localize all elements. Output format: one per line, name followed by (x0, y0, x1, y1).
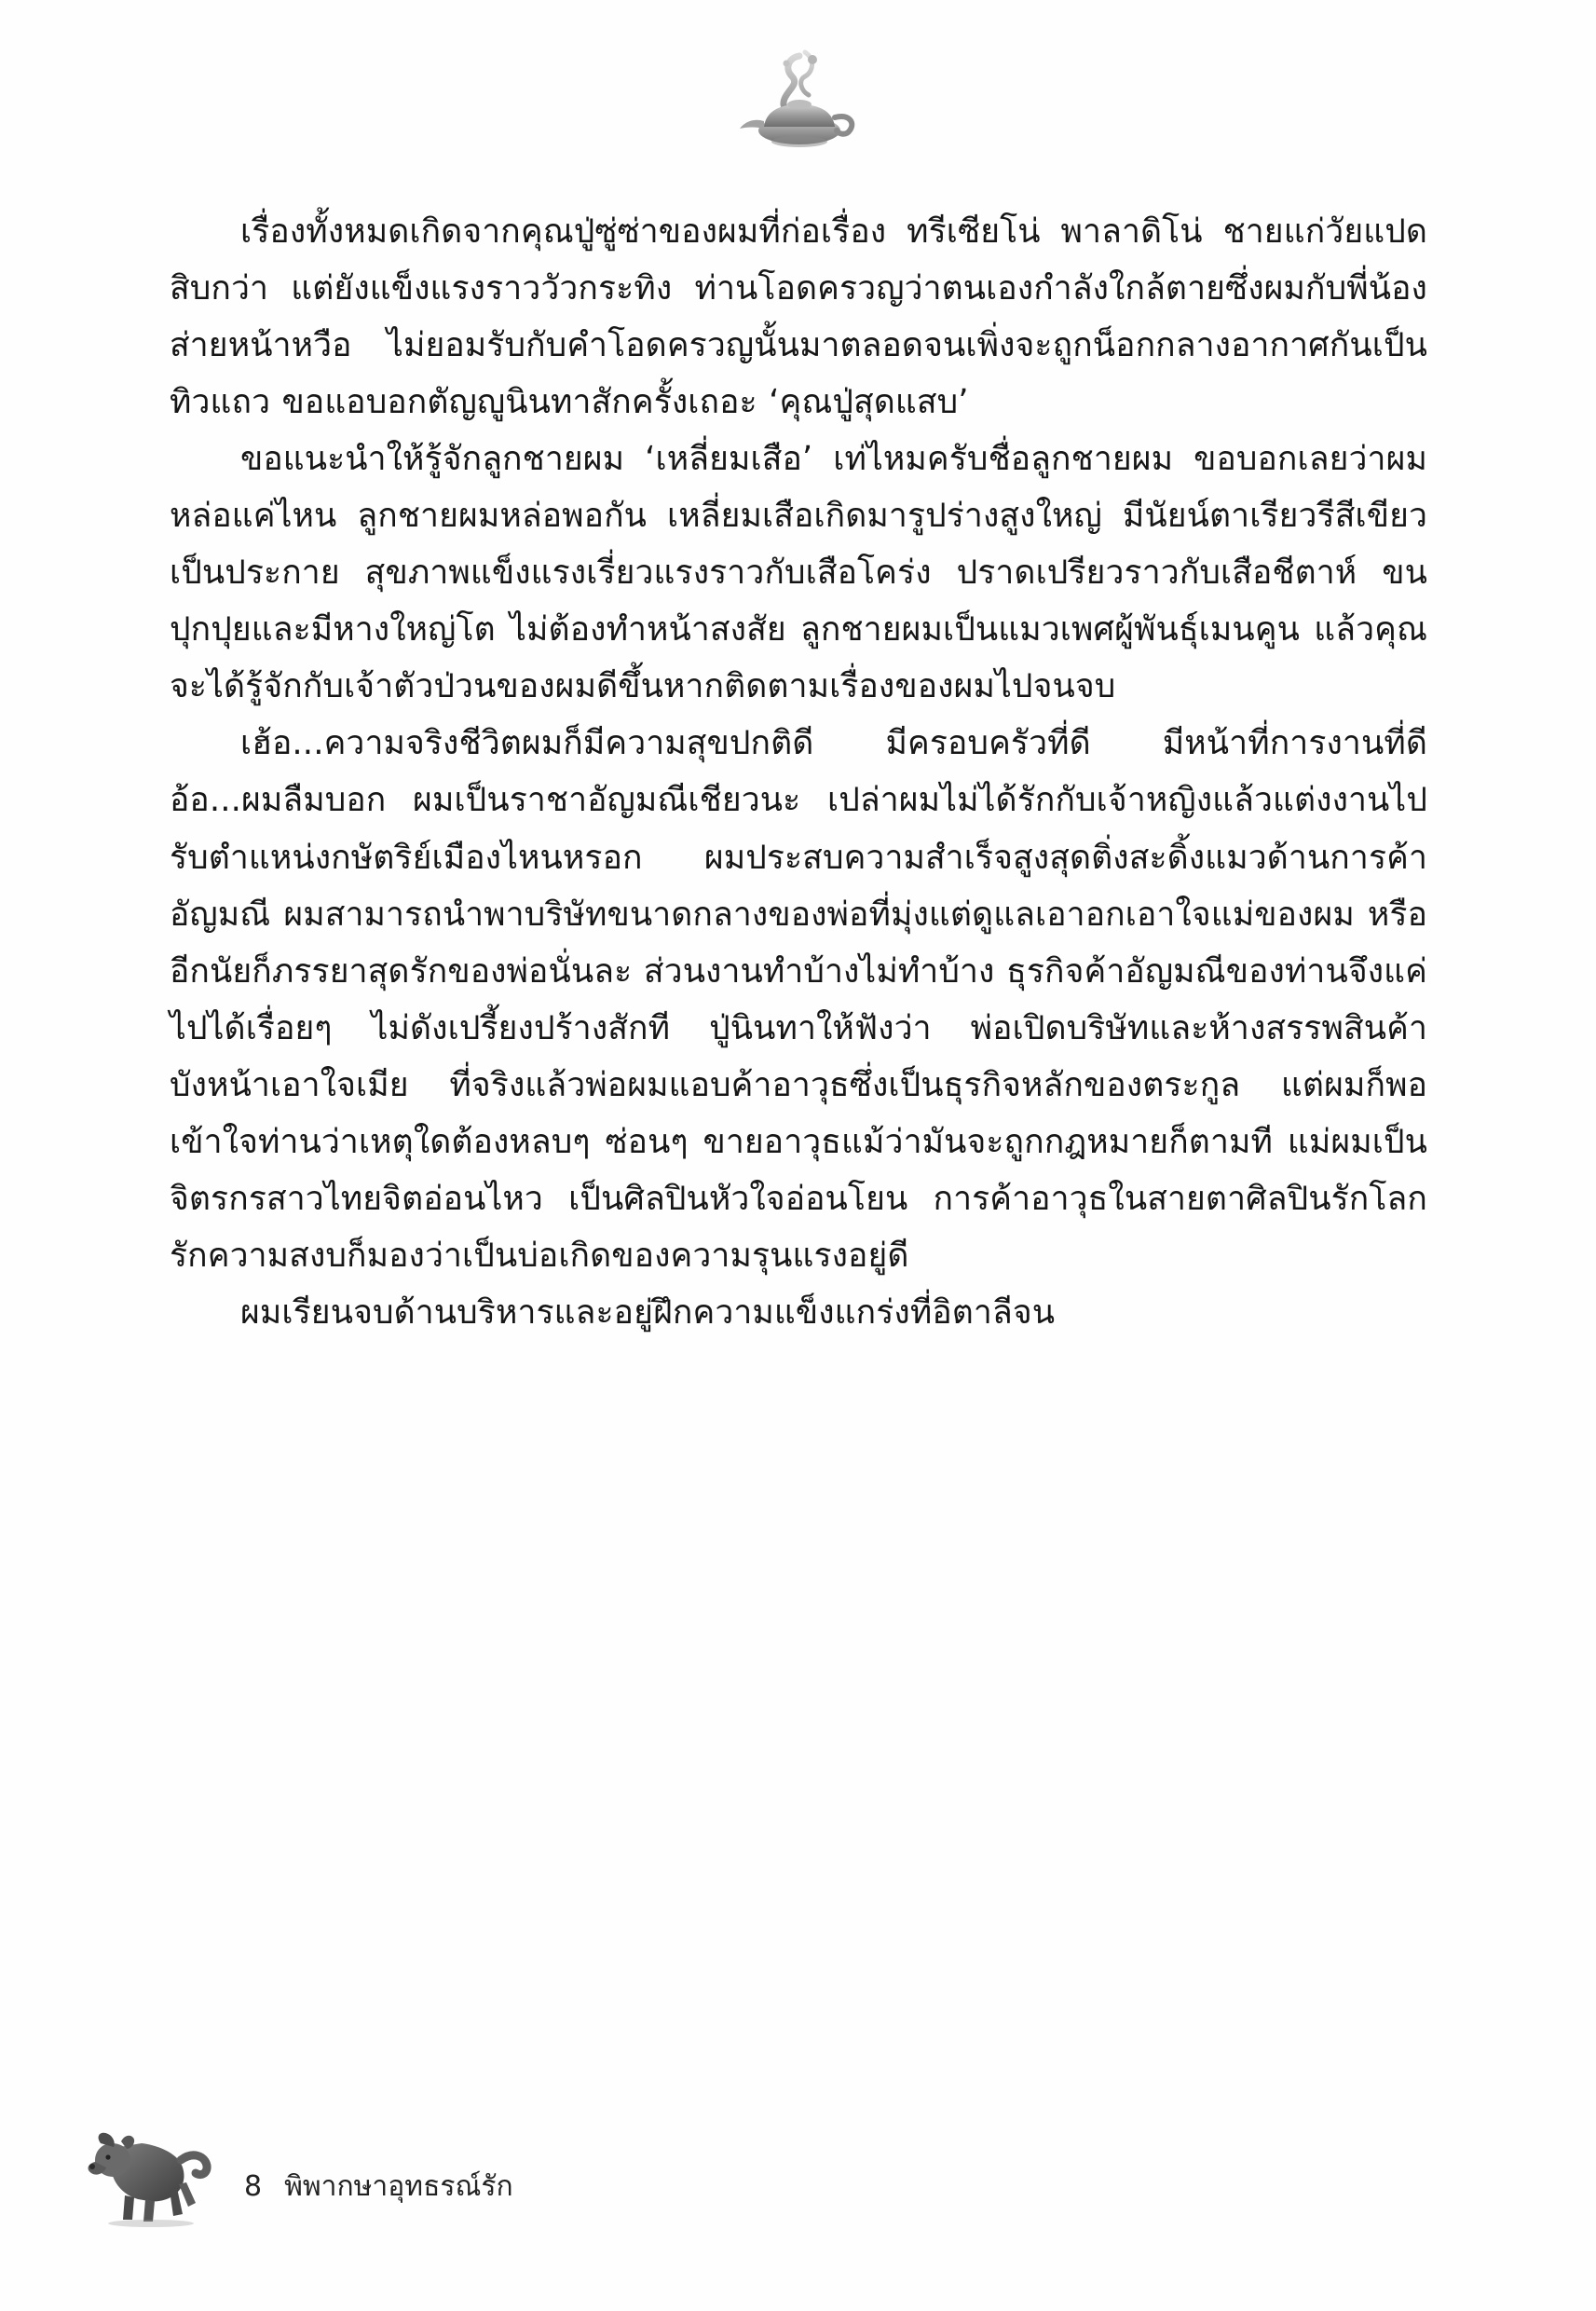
paragraph: เฮ้อ...ความจริงชีวิตผมก็มีความสุขปกติดี มีครอบครัวที่ดี มีหน้าที่การงานที่ดี อ้อ...ผมลืมบอก ผมเป็นราชาอัญมณีเชียวนะ เปล่าผมไม่ได้รักกับเจ้าหญิงแล้วแต่งงานไปรับตำแหน่งกษัตริย์เมืองไหนหรอก ผมประสบความสำเร็จสูงสุดติ่งสะดิ้งแมวด้านการค้าอัญมณี ผมสามารถนำพาบริษัทขนาดกลางของพ่อที่มุ่งแต่ดูแลเอาอกเอาใจแม่ของผม หรืออีกนัยก็ภรรยาสุดรักของพ่อนั่นละ ส่วนงานทำบ้างไม่ทำบ้าง ธุรกิจค้าอัญมณีของท่านจึงแค่ไปได้เรื่อยๆ ไม่ดังเปรี้ยงปร้างสักที ปู่นินทาให้ฟังว่า พ่อเปิดบริษัทและห้างสรรพสินค้าบังหน้าเอาใจเมีย ที่จริงแล้วพ่อผมแอบค้าอาวุธซึ่งเป็นธุรกิจหลักของตระกูล แต่ผมก็พอเข้าใจท่านว่าเหตุใดต้องหลบๆ ซ่อนๆ ขายอาวุธแม้ว่ามันจะถูกกฎหมายก็ตามที แม่ผมเป็นจิตรกรสาวไทยจิตอ่อนไหว เป็นศิลปินหัวใจอ่อนโยน การค้าอาวุธในสายตาศิลปินรักโลกรักความสงบก็มองว่าเป็นบ่อเกิดของความรุนแรงอยู่ดี (170, 724, 1427, 1275)
paragraph: เรื่องทั้งหมดเกิดจากคุณปู่ซู่ซ่าของผมที่ก่อเรื่อง ทรีเซียโน่ พาลาดิโน่ ชายแก่วัยแปดสิบกว่า แต่ยังแข็งแรงราววัวกระทิง ท่านโอดครวญว่าตนเองกำลังใกล้ตายซึ่งผมกับพี่น้องส่ายหน้าหวือ ไม่ยอมรับกับคำโอดครวญนั้นมาตลอดจนเพิ่งจะถูกน็อกกลางอากาศกันเป็นทิวแถว ขอแอบอกตัญญูนินทาสักครั้งเถอะ ‘คุณปู่สุดแสบ’ (170, 212, 1427, 422)
genie-lamp-ornament-icon (0, 45, 1596, 157)
paragraph: ผมเรียนจบด้านบริหารและอยู่ฝึกความแข็งแกร่งที่อิตาลีจน (240, 1292, 1056, 1332)
page-body-text (170, 203, 1427, 1341)
dog-illustration-icon (84, 2115, 224, 2227)
footer-caption (244, 2165, 513, 2222)
page-footer (84, 2110, 513, 2222)
page-number: 8 (244, 2170, 263, 2203)
paragraph: ขอแนะนำให้รู้จักลูกชายผม ‘เหลี่ยมเสือ’ เท่ไหมครับชื่อลูกชายผม ขอบอกเลยว่าผมหล่อแค่ไหน ลูกชายผมหล่อพอกัน เหลี่ยมเสือเกิดมารูปร่างสูงใหญ่ มีนัยน์ตาเรียวรีสีเขียวเป็นประกาย สุขภาพแข็งแรงเรี่ยวแรงราวกับเสือโคร่ง ปราดเปรียวราวกับเสือชีตาห์ ขนปุกปุยและมีหางใหญ่โต ไม่ต้องทำหน้าสงสัย ลูกชายผมเป็นแมวเพศผู้พันธุ์เมนคูน แล้วคุณจะได้รู้จักกับเจ้าตัวป่วนของผมดีขึ้นหากติดตามเรื่องของผมไปจนจบ (170, 440, 1427, 706)
book-title: พิพากษาอุทธรณ์รัก (284, 2170, 513, 2203)
